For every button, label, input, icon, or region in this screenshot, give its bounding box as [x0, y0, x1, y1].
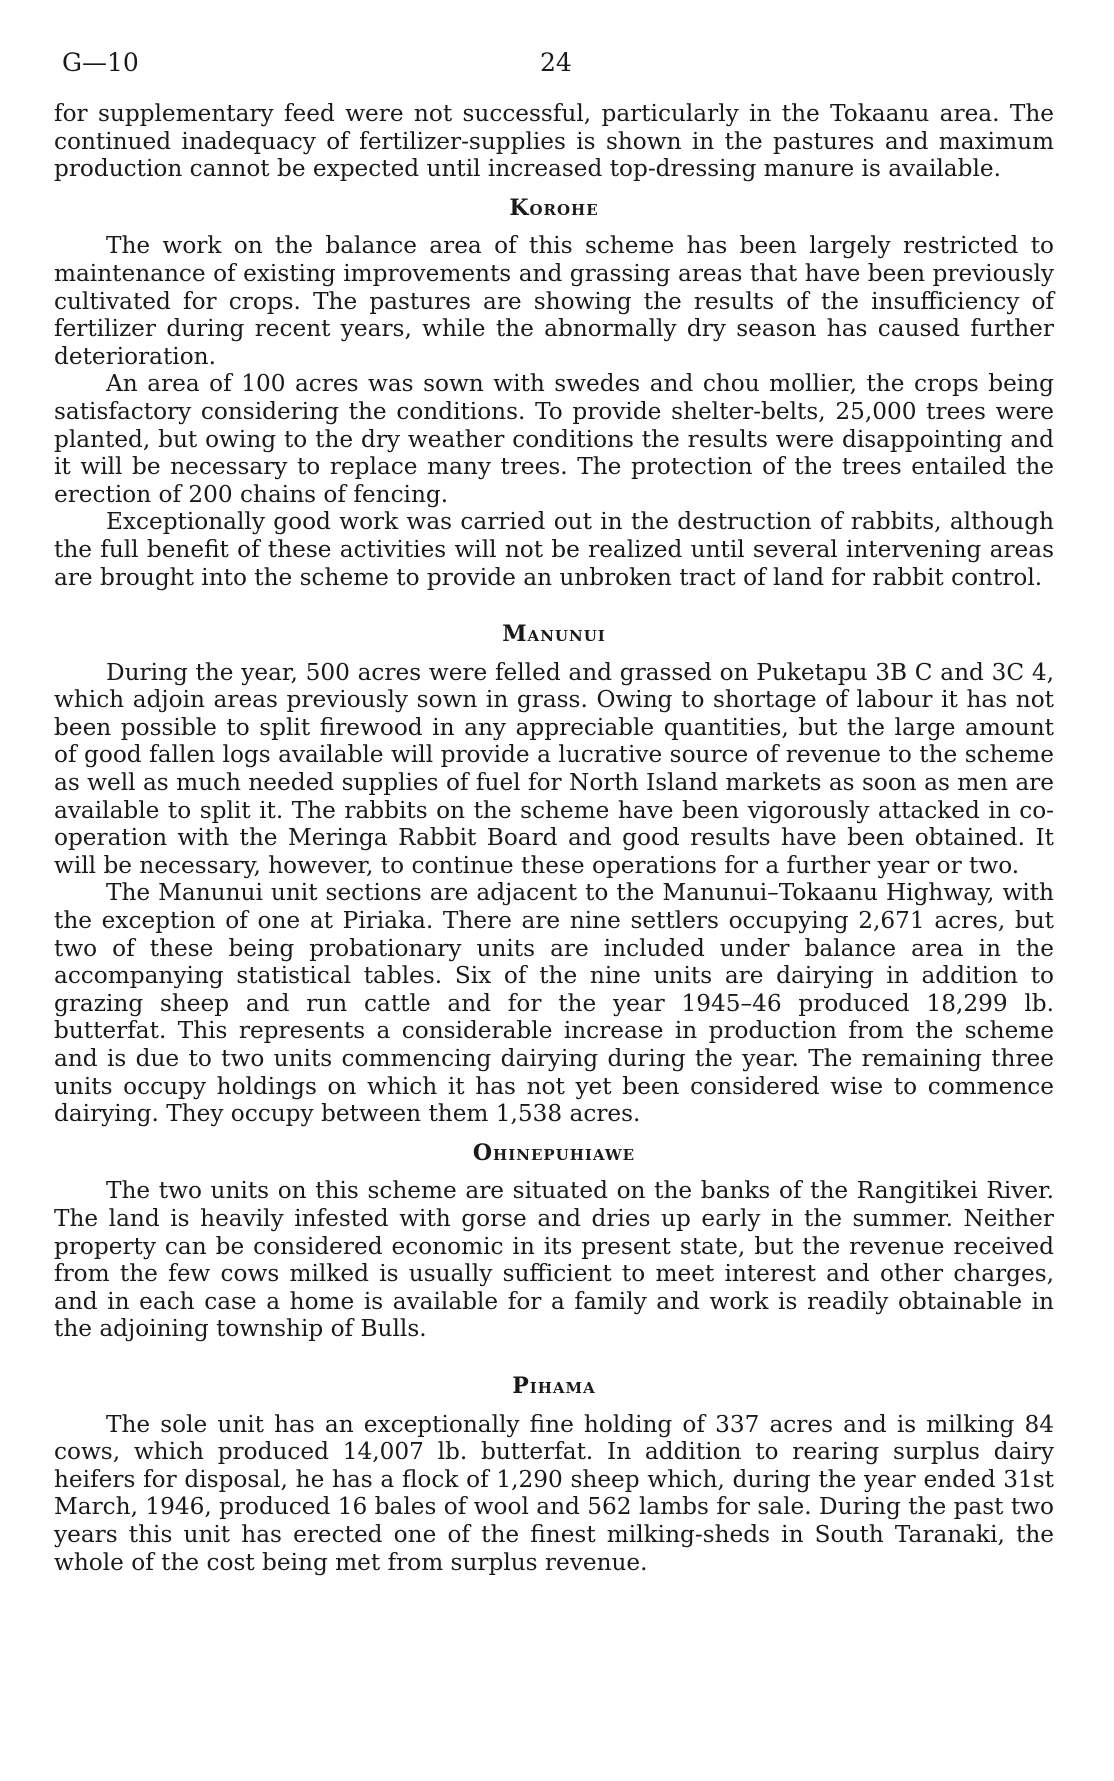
manunui-paragraph-2: The Manunui unit sections are adjacent to the Manunui–Tokaanu Highway, with the exception of one at Piriaka. There are nine settlers occupying 2,671 acres, but two of these being probationary units are included under balance area in the accompanying statistical tables. Six of the nine units are dairying in addition to grazing sheep and run cattle and for the year 1945–46 produced 18,299 lb. butterfat. This represents a considerable increase in production from the scheme and is due to two units commencing dairying during the year. The remaining three units occupy holdings on which it has not yet been considered wise to commence dairying. They occupy between them 1,538 acres. [54, 879, 1054, 1128]
page-number: 24 [540, 48, 572, 77]
korohe-paragraph-2: An area of 100 acres was sown with swedes and chou mollier, the crops being satisfactory considering the conditions. To provide shelter-belts, 25,000 trees were planted, but owing to the dry weather conditions the results were disappointing and it will be necessary to replace many trees. The protection of the trees entailed the erection of 200 chains of fencing. [54, 370, 1054, 508]
ohinepuhiawe-paragraph-1: The two units on this scheme are situated on the banks of the Rangitikei River. The land is heavily infested with gorse and dries up early in the summer. Neither property can be considered economic in its present state, but the revenue received from the few cows milked is usually sufficient to meet interest and other charges, and in each case a home is available for a family and work is readily obtainable in the adjoining township of Bulls. [54, 1177, 1054, 1343]
section-heading-manunui: Manunui [502, 621, 606, 648]
document-reference: G—10 [62, 48, 139, 77]
section-heading-pihama: Pihama [512, 1372, 596, 1399]
section-heading-ohinepuhiawe: Ohinepuhiawe [472, 1139, 636, 1166]
body-text [54, 100, 1054, 1576]
manunui-paragraph-1: During the year, 500 acres were felled and grassed on Puketapu 3B C and 3C 4, which adjoin areas previously sown in grass. Owing to shortage of labour it has not been possible to split firewood in any appreciable quantities, but the large amount of good fallen logs available will provide a lucrative source of revenue to the scheme as well as much needed supplies of fuel for North Island markets as soon as men are available to split it. The rabbits on the scheme have been vigorously attacked in co-operation with the Meringa Rabbit Board and good results have been obtained. It will be necessary, however, to continue these operations for a further year or two. [54, 658, 1054, 879]
korohe-paragraph-1: The work on the balance area of this scheme has been largely restricted to maintenance of existing improvements and grassing areas that have been previously cultivated for crops. The pastures are showing the results of the insufficiency of fertilizer during recent years, while the abnormally dry season has caused further deterioration. [54, 232, 1054, 370]
running-header [62, 48, 1052, 82]
intro-paragraph: for supplementary feed were not successful, particularly in the Tokaanu area. The continued inadequacy of fertilizer-supplies is shown in the pastures and maximum production cannot be expected until increased top-dressing manure is available. [54, 100, 1054, 183]
pihama-paragraph-1: The sole unit has an exceptionally fine holding of 337 acres and is milking 84 cows, which produced 14,007 lb. butterfat. In addition to rearing surplus dairy heifers for disposal, he has a flock of 1,290 sheep which, during the year ended 31st March, 1946, produced 16 bales of wool and 562 lambs for sale. During the past two years this unit has erected one of the finest milking-sheds in South Taranaki, the whole of the cost being met from surplus revenue. [54, 1410, 1054, 1576]
section-heading-korohe: Korohe [509, 194, 599, 221]
korohe-paragraph-3: Exceptionally good work was carried out in the destruction of rabbits, although the full benefit of these activities will not be realized until several intervening areas are brought into the scheme to provide an unbroken tract of land for rabbit control. [54, 508, 1054, 591]
